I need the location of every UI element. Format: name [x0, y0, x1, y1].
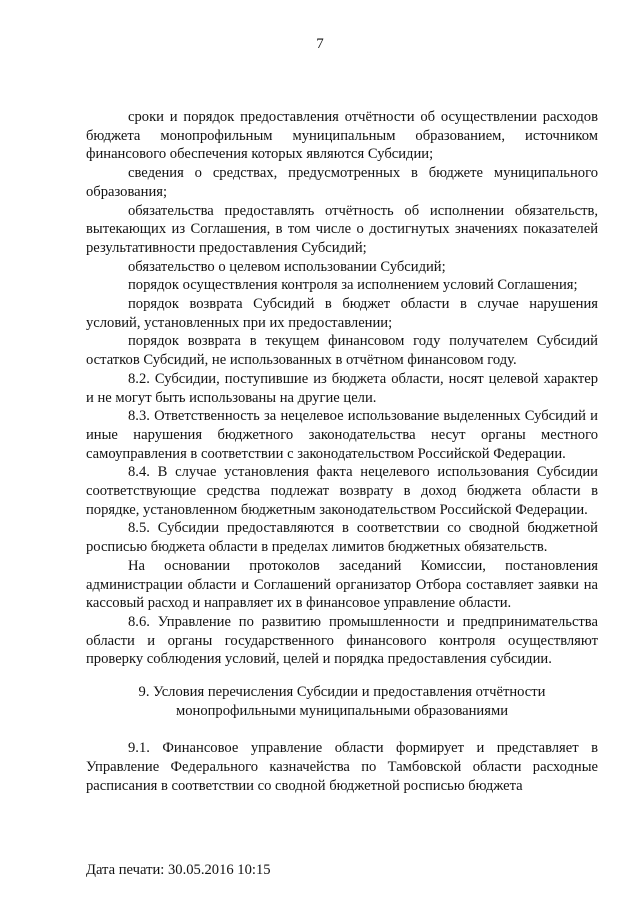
section-heading-line1: 9. Условия перечисления Субсидии и предоставления отчётности	[138, 684, 546, 701]
paragraph: 9.1. Финансовое управление области формирует и представляет в Управление Федерального казначейства по Тамбовской области расходные расписания в соответствии со сводной бюджетной росписью бюджета	[86, 740, 598, 794]
print-date-footer: Дата печати: 30.05.2016 10:15	[86, 862, 271, 878]
paragraph: сроки и порядок предоставления отчётности об осуществлении расходов бюджета монопрофильным муниципальным образованием, источником финансового обеспечения которых являются Субсидии;	[86, 109, 598, 163]
paragraph: 8.4. В случае установления факта нецелевого использования Субсидии соответствующие средства подлежат возврату в доход бюджета области в порядке, установленном бюджетным законодательством Российской Федерации.	[86, 464, 598, 518]
paragraph: 8.2. Субсидии, поступившие из бюджета области, носят целевой характер и не могут быть использованы на другие цели.	[86, 370, 598, 406]
paragraph: 8.6. Управление по развитию промышленности и предпринимательства области и органы государственного финансового контроля осуществляют проверку соблюдения условий, целей и порядка предоставления субсидии.	[86, 613, 598, 668]
paragraph: порядок возврата в текущем финансовом году получателем Субсидий остатков Субсидий, не использованных в отчётном финансовом году.	[86, 333, 598, 369]
paragraph: сведения о средствах, предусмотренных в бюджете муниципального образования;	[86, 165, 598, 200]
paragraph: обязательство о целевом использовании Субсидий;	[128, 258, 446, 275]
paragraph: 8.3. Ответственность за нецелевое использование выделенных Субсидий и иные нарушения бюджетного законодательства несут органы местного самоуправления в соответствии с законодательством Российской Федерации.	[86, 408, 598, 462]
section-heading-line2: монопрофильными муниципальными образованиями	[175, 703, 508, 720]
section-heading	[86, 683, 598, 721]
document-body	[86, 108, 598, 795]
paragraph: обязательства предоставлять отчётность об исполнении обязательств, вытекающих из Соглашения, в том числе о достигнутых значениях показателей результативности предоставления Субсидий;	[86, 202, 598, 256]
page-number: 7	[316, 36, 324, 52]
paragraph: порядок возврата Субсидий в бюджет области в случае нарушения условий, установленных при их предоставлении;	[86, 296, 598, 331]
paragraph: 8.5. Субсидии предоставляются в соответствии со сводной бюджетной росписью бюджета области в пределах лимитов бюджетных обязательств.	[86, 520, 598, 556]
paragraph: На основании протоколов заседаний Комиссии, постановления администрации области и Соглашений организатор Отбора составляет заявки на кассовый расход и направляет их в финансовое управление области.	[86, 557, 598, 612]
paragraph: порядок осуществления контроля за исполнением условий Соглашения;	[128, 277, 578, 294]
